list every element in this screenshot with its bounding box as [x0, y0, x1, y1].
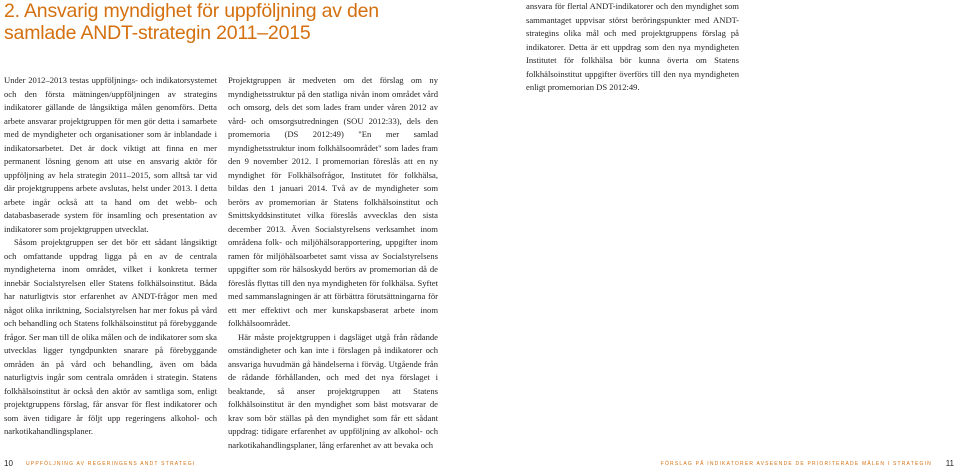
running-title: UPPFÖLJNING AV REGERINGENS ANDT STRATEGI [26, 461, 196, 467]
paragraph: Projektgruppen är medveten om det förslag om ny myndighetsstruktur på den statliga nivån inom området vård och omsorg, dels det som lades fram under våren 2012 av vård- och omsorgsutredningen (SOU 2012:33), dels den promemoria (DS 2012:49) "En mer samlad myndighetsstruktur inom folkhälsoområdet" som lades fram den 9 november 2012. I promemorian föreslås att en ny myndighet för Folkhälsofrågor, Institutet för folkhälsa, bildas den 1 januari 2014. Två av de myndigheter som berörs av promemorian är Statens folkhälsoinstitut och Smittskyddsinstitutet vilka föreslås avvecklas den sista december 2013. Även Socialstyrelsens verksamhet inom områdena folk- och miljöhälsorapportering, uppgifter inom ramen för miljöhälsoarbetet samt vissa av Socialstyrelsens uppgifter som rör hälsoskydd berörs av promemorian då de föreslås flyttas till den nya myndigheten för folkhälsa. Syftet med sammanslagningen är att förbättra förutsättningarna för ett mer effektivt och mer kunskapsbaserat arbete inom folkhälsoområdet. [228, 75, 438, 328]
paragraph: Under 2012–2013 testas uppföljnings- och indikatorsystemet och den första mätningen/uppföljningen av strategins indikatorer gällande de långsiktiga målen genomförs. Detta arbete ansvarar projektgruppen för men gör detta i samarbete med de myndigheter och organisationer som är inblandade i indikatorsarbetet. Det är dock viktigt att finna en mer permanent lösning genom att utse en ansvarig aktör för uppföljning av hela strategin 2011–2015, som alltså tar vid där projektgruppens arbete avslutas, helst under 2013. I detta arbete ingår också att ta hand om det webb- och databasbaserade system för insamling och presentation av indikatorer som projektgruppen utvecklat. [4, 75, 217, 234]
page-number: 10 [4, 459, 13, 468]
right-footer [480, 455, 960, 469]
paragraph: Här måste projektgruppen i dagsläget utgå från rådande omständigheter och kan inte i förslagen på indikatorer och ansvariga huvudmän gå händelserna i förväg. Utgående från de rådande förhållanden, och med det nya förslaget i beaktande, så anser projektgruppen att Statens folkhälsoinstitut är den myndighet som bäst motsvarar de krav som bör ställas på den myndighet som får ett sådant uppdrag: tidigare erfarenhet av uppföljning av alkohol- och narkotikahandlingsplaner, lång erfarenhet av att bevaka och [228, 331, 438, 450]
running-title: FÖRSLAG PÅ INDIKATORER AVSEENDE DE PRIORITERADE MÅLEN I STRATEGIN [660, 461, 932, 467]
left-footer [0, 455, 480, 469]
section-heading: 2. Ansvarig myndighet för uppföljning av den samlade ANDT-strategin 2011–2015 [4, 0, 379, 44]
paragraph: Såsom projektgruppen ser det bör ett sådant långsiktigt och omfattande uppdrag ligga på en av de centrala myndigheterna inom området, vilket i konkreta termer innebär Socialstyrelsen eller Statens folkhälsoinstitut. Båda har naturligtvis stor erfarenhet av ANDT-frågor men med något olika inriktning, Socialstyrelsen har mer fokus på vård och behandling och Statens folkhälsoinstitut på förebyggande frågor. Ser man till de olika målen och de indikatorer som ska utvecklas ligger tyngdpunkten snarare på förebyggande områden än på vård och behandling, även om båda naturligtvis ingår som centrala områden i strategin. Statens folkhälsoinstitut är också den aktör av samtliga som, enligt projektgruppens förslag, får ansvar för flest indikatorer och som även tidigare år följt upp regeringens alkohol- och narkotikahandlingsplaner. [4, 237, 217, 436]
text-column-3 [526, 0, 739, 95]
text-column-1 [4, 74, 217, 439]
paragraph: ansvara för flertal ANDT-indikatorer och den myndighet som sammantaget uppvisar störst beröringspunkter med ANDT-strategins olika mål och med projektgruppens förslag på indikatorer. Detta är ett uppdrag som den nya myndigheten Institutet för folkhälsa bör kunna överta om Statens folkhälsoinstitut uppgifter överförs till den nya myndigheten enligt promemorian DS 2012:49. [526, 1, 739, 92]
page-number: 11 [945, 459, 954, 468]
text-column-2 [228, 74, 438, 452]
